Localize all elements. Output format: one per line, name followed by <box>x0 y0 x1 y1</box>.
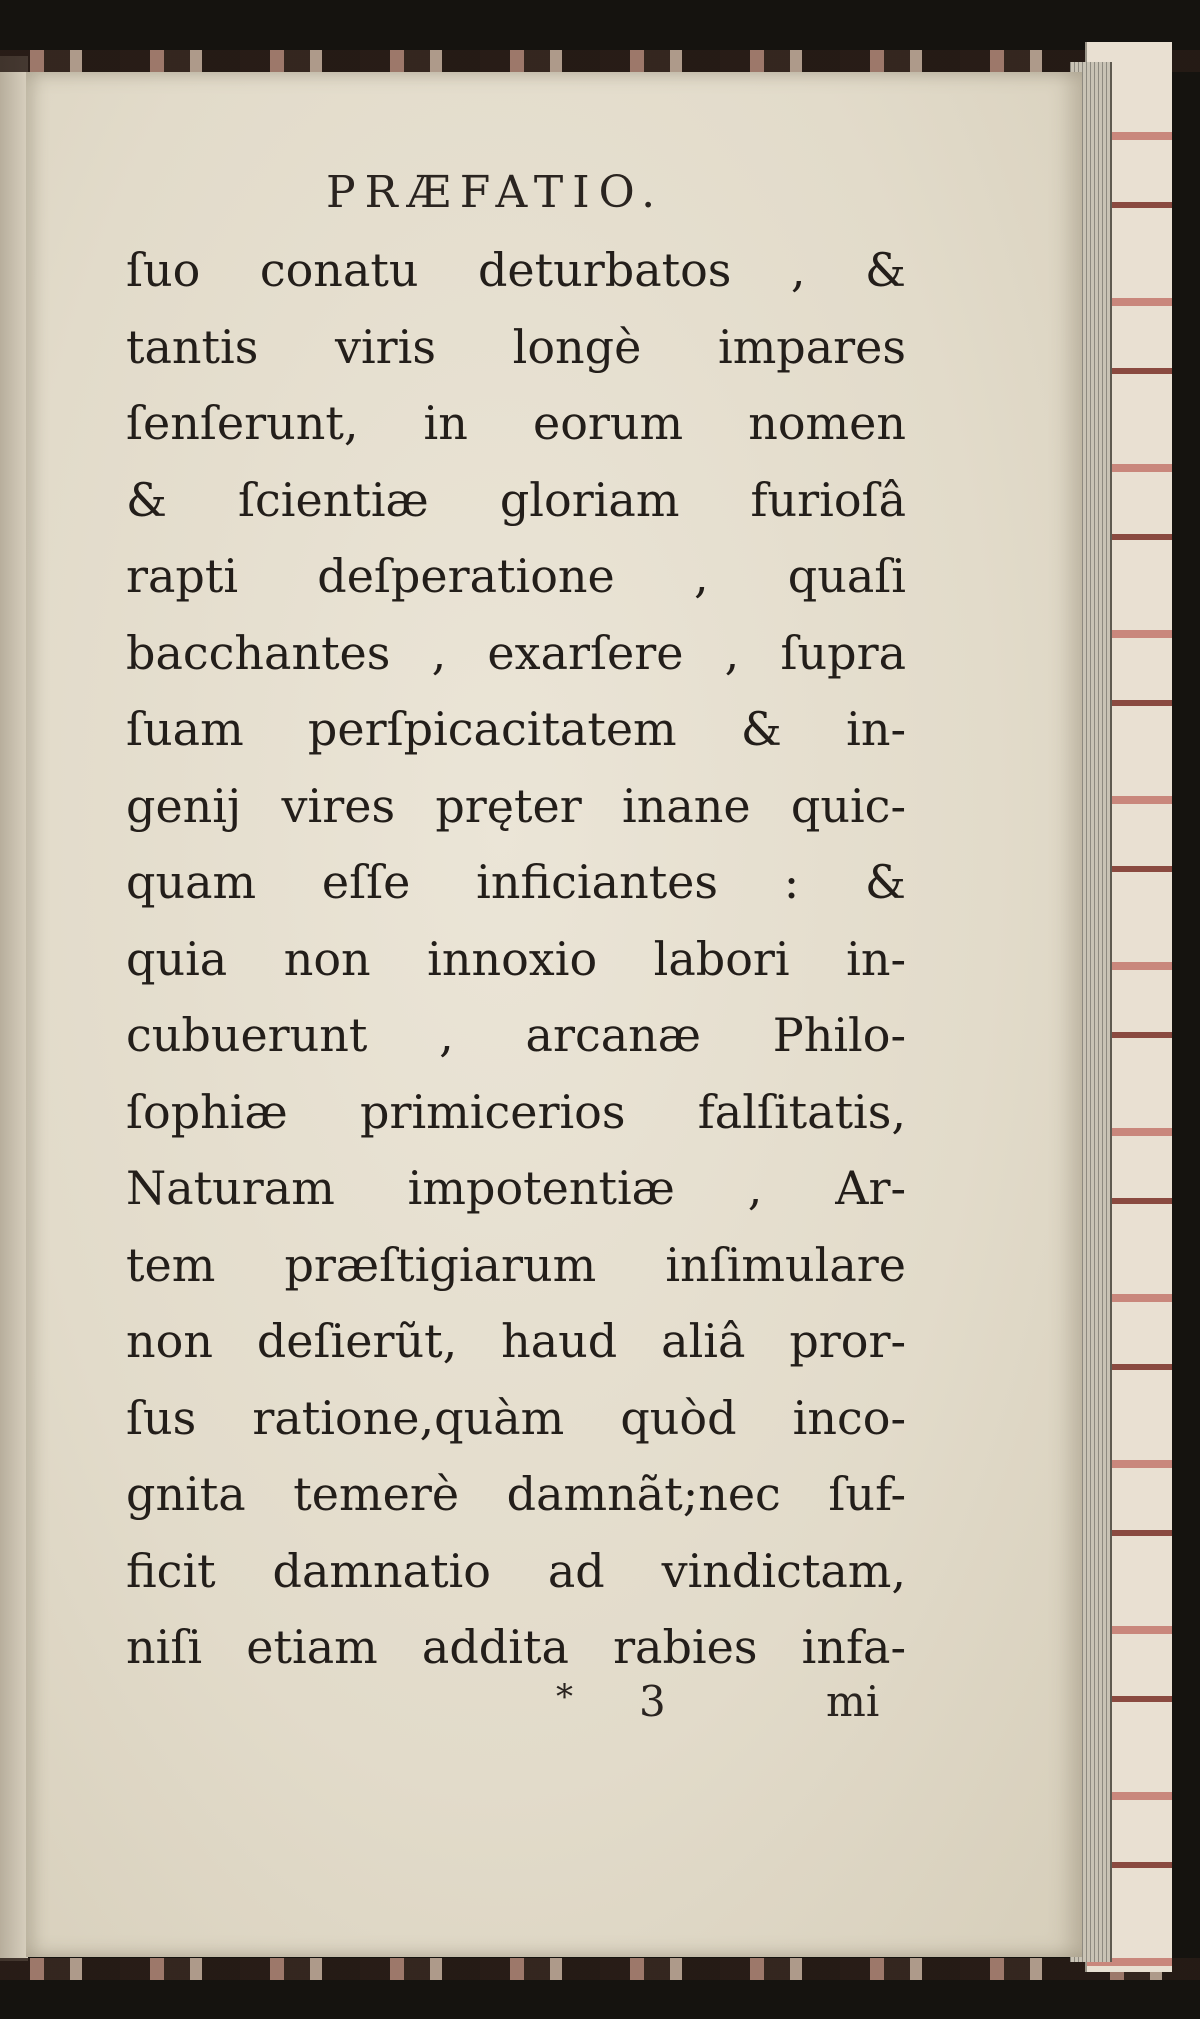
text-line: quam eſſe inficiantes : & <box>126 855 906 909</box>
binding-strip-bottom <box>0 1958 1200 1980</box>
text-line: ſuam perſpicacitatem & in- <box>126 702 906 756</box>
body-text <box>126 232 906 1686</box>
text-line: tem præſtigiarum inſimulare <box>126 1237 906 1292</box>
text-line: genij vires pręter inane quic- <box>126 778 906 833</box>
text-line: ficit damnatio ad vindictam, <box>126 1543 906 1598</box>
text-line: non deſierũt, haud aliâ pror- <box>126 1314 906 1368</box>
text-line: & ſcientiæ gloriam furioſâ <box>126 472 906 527</box>
text-line: bacchantes , exarſere , ſupra <box>126 625 906 680</box>
text-line: cubuerunt , arcanæ Philo- <box>126 1008 906 1062</box>
running-title: PRÆFATIO. <box>326 167 665 218</box>
catchword: mi <box>826 1677 880 1726</box>
text-line: niſi etiam addita rabies infa- <box>126 1620 906 1674</box>
text-line: rapti deſperatione , quaſi <box>126 549 906 603</box>
signature-number: 3 <box>639 1677 666 1726</box>
text-line: gnita temerè damnãt;nec ſuf- <box>126 1467 906 1521</box>
text-line: ſus ratione,quàm quòd inco- <box>126 1390 906 1445</box>
text-line: quia non innoxio labori in- <box>126 931 906 986</box>
text-line: ſenſerunt, in eorum nomen <box>126 396 906 450</box>
signature-mark: * <box>556 1677 573 1717</box>
facing-page-edge <box>0 56 28 1961</box>
text-line: ſuo conatu deturbatos , & <box>126 243 906 297</box>
text-line: Naturam impotentiæ , Ar- <box>126 1161 906 1215</box>
book-page <box>26 72 1082 1957</box>
binding-strip-top <box>0 50 1200 72</box>
text-line: ſophiæ primicerios falſitatis, <box>126 1084 906 1139</box>
text-line: tantis viris longè impares <box>126 319 906 374</box>
